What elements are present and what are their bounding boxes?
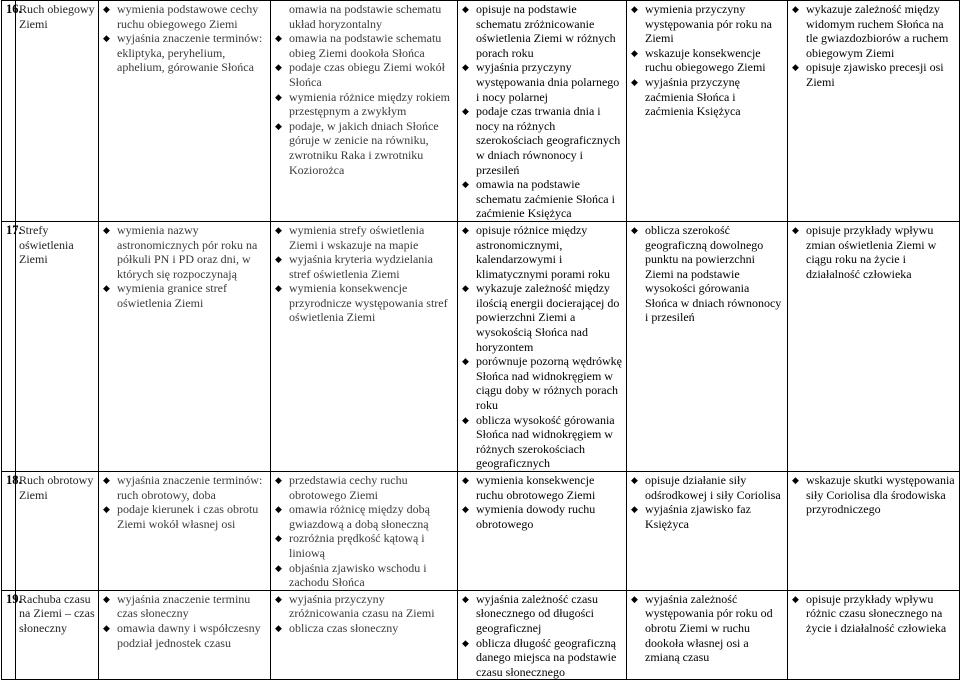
- requirement-item: ◆ wykazuje zależność między widomym ruchem Słońca na tle gwiazdozbiorów a ruchem obiegowym Ziemi: [791, 2, 956, 60]
- requirement-item: ◆ opisuje działanie siły odśrodkowej i siły Coriolisa: [630, 473, 784, 502]
- requirement-item: ◆ oblicza wysokość górowania Słońca nad widnokręgiem w różnych szerokościach geograficznych: [461, 413, 623, 471]
- requirement-item: ◆ wyjaśnia znaczenie terminów: ruch obrotowy, doba: [102, 473, 267, 502]
- requirement-item: ◆ wymienia strefy oświetlenia Ziemi i wskazuje na mapie: [274, 223, 454, 252]
- requirement-item: ◆ omawia różnicę między dobą gwiazdową a dobą słoneczną: [274, 502, 454, 531]
- requirement-item: ◆ opisuje przykłady wpływu różnic czasu słonecznego na życie i działalność człowieka: [791, 592, 956, 636]
- requirement-item: ◆ wskazuje skutki występowania siły Coriolisa dla środowiska przyrodniczego: [791, 473, 956, 517]
- requirement-item: ◆ podaje kierunek i czas obrotu Ziemi wokół własnej osi: [102, 502, 267, 531]
- requirement-item: ◆ wyjaśnia zależność czasu słonecznego od długości geograficznej: [461, 592, 623, 636]
- requirement-item: ◆ podaje, w jakich dniach Słońce góruje w zenicie na równiku, zwrotniku Raka i zwrotniku Koziorożca: [274, 119, 454, 177]
- requirements-level-2: [271, 472, 458, 591]
- requirement-item: ◆ przedstawia cechy ruchu obrotowego Ziemi: [274, 473, 454, 502]
- requirement-item: ◆ wymienia nazwy astronomicznych pór roku na półkuli PN i PD oraz dni, w których się rozpoczynają: [102, 223, 267, 281]
- table-row: [2, 1, 960, 222]
- requirements-level-3: [458, 1, 627, 222]
- requirements-level-1: [99, 472, 271, 591]
- requirement-item: ◆ oblicza szerokość geograficzną dowolnego punktu na powierzchni Ziemi na podstawie wysokości górowania Słońca w dniach równonocy i przesileń: [630, 223, 784, 325]
- lesson-number: 17.: [2, 221, 16, 471]
- lesson-topic: Strefy oświetlenia Ziemi: [16, 221, 99, 471]
- requirement-item: ◆ omawia dawny i współczesny podział jednostek czasu: [102, 621, 267, 650]
- requirements-level-4: [627, 472, 788, 591]
- lesson-number: 19.: [2, 590, 16, 680]
- requirement-item: ◆ omawia na podstawie schematu zaćmienie Słońca i zaćmienie Księżyca: [461, 177, 623, 221]
- requirement-item: ◆ podaje czas obiegu Ziemi wokół Słońca: [274, 60, 454, 89]
- requirements-level-1: [99, 590, 271, 680]
- requirements-level-2: [271, 221, 458, 471]
- requirements-level-4: [627, 221, 788, 471]
- requirement-item: ◆ wymienia granice stref oświetlenia Ziemi: [102, 281, 267, 310]
- requirements-level-2: [271, 590, 458, 680]
- requirement-item: ◆ wskazuje konsekwencje ruchu obiegowego Ziemi: [630, 46, 784, 75]
- lesson-topic: Ruch obiegowy Ziemi: [16, 1, 99, 222]
- requirement-item: ◆ opisuje na podstawie schematu zróżnicowanie oświetlenia Ziemi w różnych porach roku: [461, 2, 623, 60]
- requirement-item: ◆ oblicza czas słoneczny: [274, 621, 454, 636]
- requirement-item: ◆ rozróżnia prędkość kątową i liniową: [274, 531, 454, 560]
- requirement-item: ◆ wyjaśnia przyczynę zaćmienia Słońca i zaćmienia Księżyca: [630, 75, 784, 119]
- lesson-number: 16.: [2, 1, 16, 222]
- requirement-item: ◆ wyjaśnia znaczenie terminów: ekliptyka, peryhelium, aphelium, górowanie Słońca: [102, 31, 267, 75]
- requirement-item: ◆ opisuje przykłady wpływu zmian oświetlenia Ziemi w ciągu roku na życie i działalność człowieka: [791, 223, 956, 281]
- requirements-level-2: [271, 1, 458, 222]
- requirements-level-1: [99, 1, 271, 222]
- requirement-item: ◆ wymienia konsekwencje ruchu obrotowego Ziemi: [461, 473, 623, 502]
- lesson-topic: Ruch obrotowy Ziemi: [16, 472, 99, 591]
- requirement-item: ◆ wymienia różnice między rokiem przestępnym a zwykłym: [274, 90, 454, 119]
- requirements-level-1: [99, 221, 271, 471]
- requirement-item: ◆ wyjaśnia znaczenie terminu czas słoneczny: [102, 592, 267, 621]
- requirement-item: ◆ opisuje zjawisko precesji osi Ziemi: [791, 60, 956, 89]
- requirement-item: ◆ wyjaśnia kryteria wydzielania stref oświetlenia Ziemi: [274, 252, 454, 281]
- requirement-item: ◆ wymienia przyczyny występowania pór roku na Ziemi: [630, 2, 784, 46]
- requirement-item: ◆ omawia na podstawie schematu obieg Ziemi dookoła Słońca: [274, 31, 454, 60]
- requirements-level-3: [458, 221, 627, 471]
- requirements-level-4: [627, 590, 788, 680]
- requirements-level-3: [458, 590, 627, 680]
- requirements-table: [1, 0, 960, 680]
- requirement-item: ◆ wymienia podstawowe cechy ruchu obiegowego Ziemi: [102, 2, 267, 31]
- table-row: [2, 221, 960, 471]
- requirements-level-5: [788, 590, 960, 680]
- requirement-item: ◆ podaje czas trwania dnia i nocy na różnych szerokościach geograficznych w dniach równonocy i przesileń: [461, 104, 623, 177]
- requirement-item: omawia na podstawie schematu układ horyzontalny: [289, 2, 442, 31]
- lesson-number: 18.: [2, 472, 16, 591]
- requirement-item: ◆ oblicza długość geograficzną danego miejsca na podstawie czasu słonecznego: [461, 636, 623, 680]
- requirements-level-3: [458, 472, 627, 591]
- requirement-item: ◆ wyjaśnia przyczyny występowania dnia polarnego i nocy polarnej: [461, 60, 623, 104]
- requirements-level-5: [788, 472, 960, 591]
- requirement-item: ◆ wyjaśnia przyczyny zróżnicowania czasu na Ziemi: [274, 592, 454, 621]
- requirement-item: ◆ wymienia dowody ruchu obrotowego: [461, 502, 623, 531]
- requirements-level-4: [627, 1, 788, 222]
- requirement-item: ◆ opisuje różnice między astronomicznymi, kalendarzowymi i klimatycznymi porami roku: [461, 223, 623, 281]
- lesson-topic: Rachuba czasu na Ziemi – czas słoneczny: [16, 590, 99, 680]
- requirement-item: ◆ wymienia konsekwencje przyrodnicze występowania stref oświetlenia Ziemi: [274, 281, 454, 325]
- requirement-item: ◆ objaśnia zjawisko wschodu i zachodu Słońca: [274, 561, 454, 590]
- requirement-item: ◆ wykazuje zależność między ilością energii docierającej do powierzchni Ziemi a wysokością Słońca nad horyzontem: [461, 281, 623, 354]
- requirements-level-5: [788, 221, 960, 471]
- table-row: [2, 590, 960, 680]
- requirements-level-5: [788, 1, 960, 222]
- requirement-item: ◆ wyjaśnia zjawisko faz Księżyca: [630, 502, 784, 531]
- table-row: [2, 472, 960, 591]
- requirement-item: ◆ porównuje pozorną wędrówkę Słońca nad widnokręgiem w ciągu doby w różnych porach roku: [461, 354, 623, 412]
- requirement-item: ◆ wyjaśnia zależność występowania pór roku od obrotu Ziemi w ruchu dookoła własnej osi a zmianą czasu: [630, 592, 784, 665]
